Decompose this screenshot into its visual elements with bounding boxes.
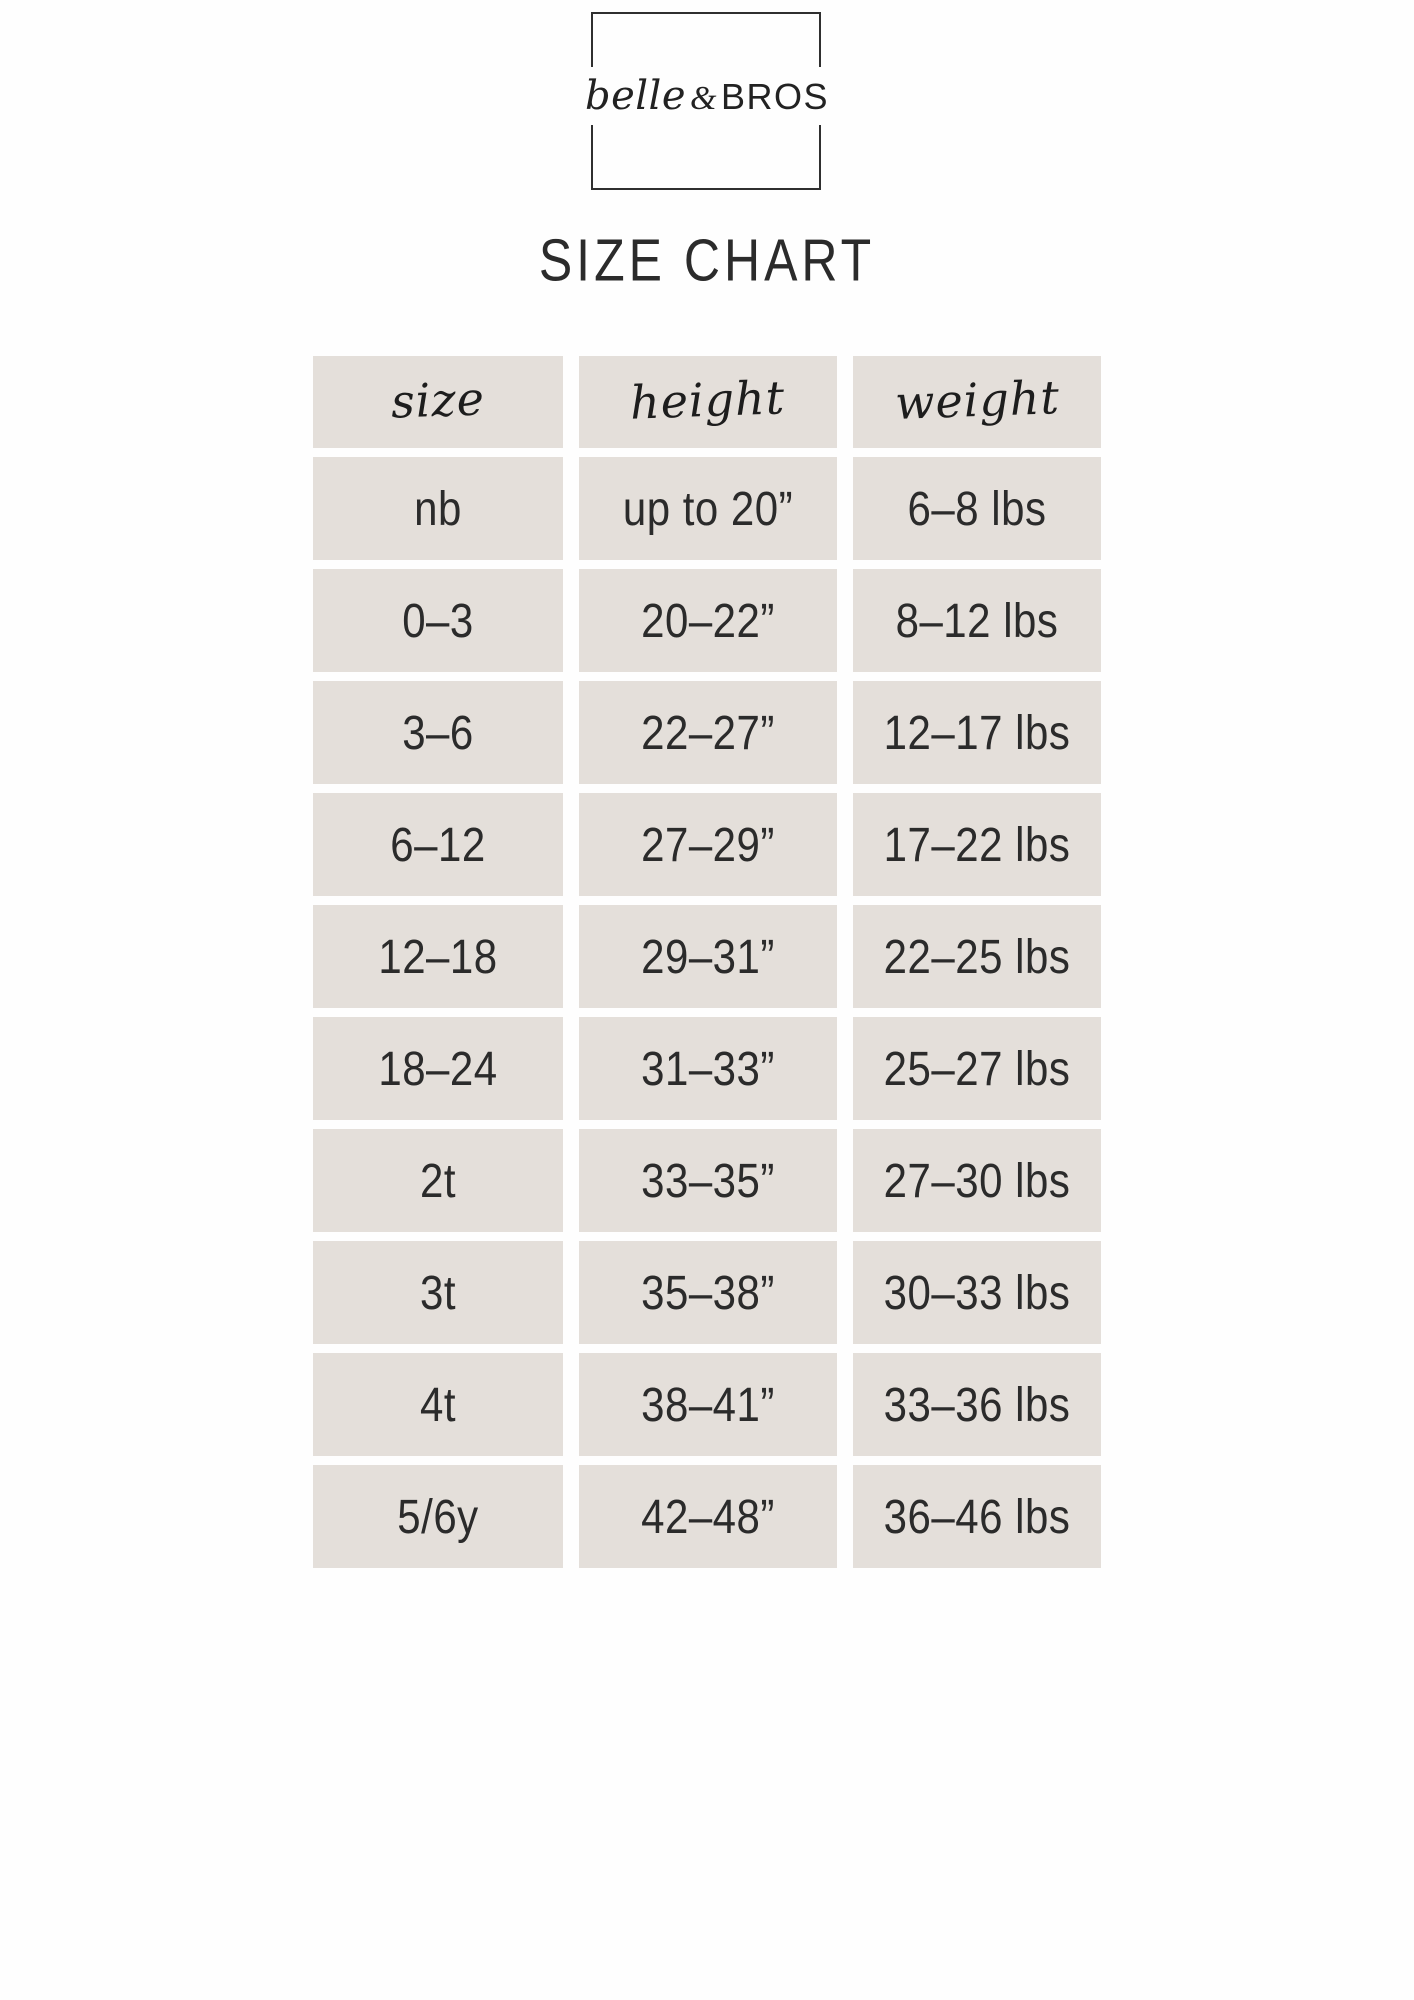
cell-height	[579, 793, 837, 896]
table-row	[313, 457, 1101, 560]
cell-height	[579, 569, 837, 672]
cell-size	[313, 1129, 563, 1232]
cell-size-value: 12–18	[378, 929, 498, 983]
cell-size-value: 4t	[419, 1377, 457, 1431]
column-header-height	[579, 356, 837, 448]
cell-weight-value: 12–17 lbs	[883, 705, 1071, 759]
column-header-weight-label: weight	[893, 370, 1061, 430]
cell-height-value: up to 20”	[622, 481, 794, 535]
cell-weight	[853, 569, 1101, 672]
table-header-row	[313, 356, 1101, 448]
table-row	[313, 1465, 1101, 1568]
cell-size	[313, 793, 563, 896]
cell-weight-value: 6–8 lbs	[907, 481, 1047, 535]
table-row	[313, 1017, 1101, 1120]
cell-height-value: 31–33”	[641, 1041, 775, 1095]
cell-height	[579, 1241, 837, 1344]
cell-weight-value: 36–46 lbs	[883, 1489, 1071, 1543]
cell-size	[313, 1465, 563, 1568]
cell-size	[313, 1241, 563, 1344]
cell-size-value: 3–6	[402, 705, 474, 759]
column-header-size-label: size	[390, 371, 486, 429]
cell-weight	[853, 905, 1101, 1008]
column-header-height-label: height	[629, 370, 787, 430]
size-chart-table	[313, 356, 1101, 1568]
brand-logo	[584, 12, 830, 192]
cell-height-value: 38–41”	[641, 1377, 775, 1431]
cell-weight-value: 25–27 lbs	[883, 1041, 1071, 1095]
brand-name	[551, 67, 863, 125]
table-row	[313, 1353, 1101, 1456]
cell-weight	[853, 681, 1101, 784]
cell-height-value: 29–31”	[641, 929, 775, 983]
cell-height-value: 35–38”	[641, 1265, 775, 1319]
page-title: SIZE CHART	[538, 227, 876, 294]
cell-weight	[853, 457, 1101, 560]
cell-weight	[853, 1129, 1101, 1232]
table-row	[313, 905, 1101, 1008]
cell-height-value: 20–22”	[641, 593, 775, 647]
cell-weight-value: 8–12 lbs	[895, 593, 1059, 647]
cell-size	[313, 681, 563, 784]
column-header-weight	[853, 356, 1101, 448]
cell-height-value: 22–27”	[641, 705, 775, 759]
brand-name-script: belle	[584, 73, 687, 119]
cell-size	[313, 457, 563, 560]
cell-height-value: 42–48”	[641, 1489, 775, 1543]
cell-height	[579, 905, 837, 1008]
brand-name-block: BROS	[720, 76, 830, 117]
column-header-size	[313, 356, 563, 448]
cell-height	[579, 1465, 837, 1568]
cell-weight-value: 17–22 lbs	[883, 817, 1071, 871]
cell-height-value: 27–29”	[641, 817, 775, 871]
cell-weight	[853, 1353, 1101, 1456]
cell-size	[313, 569, 563, 672]
cell-weight	[853, 793, 1101, 896]
cell-height	[579, 681, 837, 784]
cell-weight-value: 27–30 lbs	[883, 1153, 1071, 1207]
cell-height	[579, 1353, 837, 1456]
table-row	[313, 681, 1101, 784]
cell-size-value: 2t	[419, 1153, 457, 1207]
table-row	[313, 1129, 1101, 1232]
cell-weight	[853, 1465, 1101, 1568]
table-row	[313, 569, 1101, 672]
cell-size-value: 18–24	[378, 1041, 498, 1095]
cell-weight	[853, 1241, 1101, 1344]
cell-size-value: nb	[414, 481, 462, 535]
cell-size-value: 0–3	[402, 593, 474, 647]
cell-height	[579, 457, 837, 560]
cell-weight	[853, 1017, 1101, 1120]
cell-height	[579, 1129, 837, 1232]
table-row	[313, 793, 1101, 896]
cell-size-value: 3t	[419, 1265, 457, 1319]
cell-size	[313, 1017, 563, 1120]
cell-height-value: 33–35”	[641, 1153, 775, 1207]
cell-weight-value: 22–25 lbs	[883, 929, 1071, 983]
cell-height	[579, 1017, 837, 1120]
table-row	[313, 1241, 1101, 1344]
cell-size	[313, 905, 563, 1008]
brand-ampersand: &	[690, 80, 717, 117]
cell-weight-value: 30–33 lbs	[883, 1265, 1071, 1319]
cell-size-value: 6–12	[390, 817, 486, 871]
cell-size-value: 5/6y	[397, 1489, 479, 1543]
cell-weight-value: 33–36 lbs	[883, 1377, 1071, 1431]
cell-size	[313, 1353, 563, 1456]
